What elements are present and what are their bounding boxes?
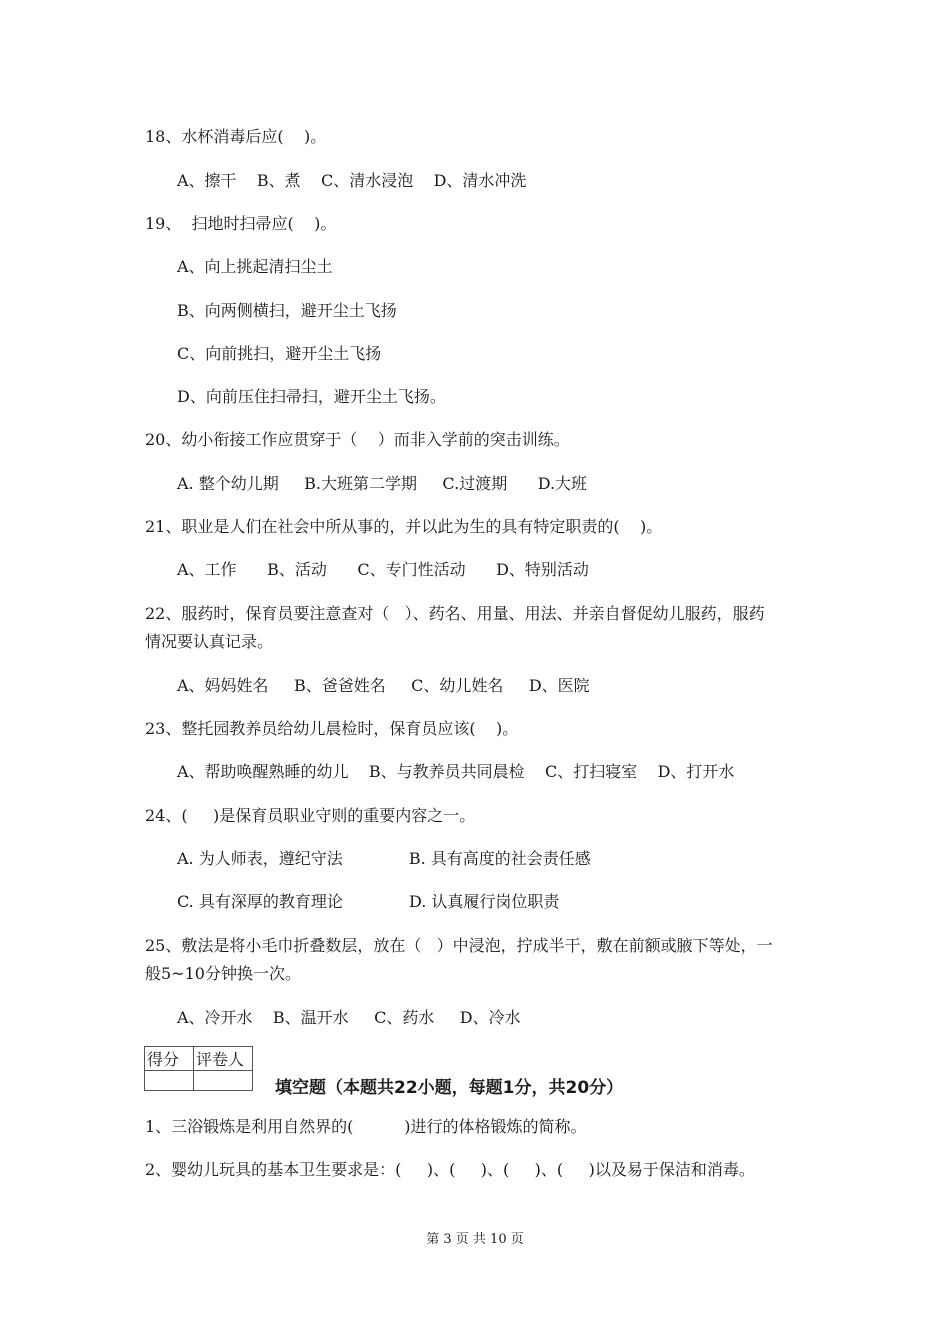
section-title: 填空题（本题共22小题，每题1分，共20分）: [275, 1078, 624, 1098]
question-21-options: A、工作 B、活动 C、专门性活动 D、特别活动: [177, 560, 589, 579]
score-box: [144, 1046, 253, 1091]
question-25-options: A、冷开水 B、温开水 C、药水 D、冷水: [177, 1008, 521, 1027]
question-19-option-b: B、向两侧横扫，避开尘土飞扬: [177, 301, 397, 320]
question-20-options: A. 整个幼儿期 B.大班第二学期 C.过渡期 D.大班: [177, 474, 588, 493]
question-23-options: A、帮助唤醒熟睡的幼儿 B、与教养员共同晨检 C、打扫寝室 D、打开水: [177, 762, 735, 781]
question-24-options-row2: C. 具有深厚的教育理论 D. 认真履行岗位职责: [177, 892, 560, 911]
question-25-stem: 25、敷法是将小毛巾折叠数层，放在（ ）中浸泡，拧成半干，敷在前额或腋下等处，一: [145, 936, 773, 955]
question-24-options-row1: A. 为人师表，遵纪守法 B. 具有高度的社会责任感: [177, 849, 591, 868]
score-cell: [145, 1071, 194, 1091]
grader-label: 评卷人: [194, 1047, 253, 1071]
question-23-stem: 23、整托园教养员给幼儿晨检时，保育员应该( )。: [145, 719, 519, 738]
fill-in-question-1: 1、三浴锻炼是利用自然界的( )进行的体格锻炼的简称。: [145, 1117, 587, 1136]
question-19-option-a: A、向上挑起清扫尘土: [177, 257, 333, 276]
page-footer: 第 3 页 共 10 页: [426, 1232, 524, 1247]
question-21-stem: 21、职业是人们在社会中所从事的，并以此为生的具有特定职责的( )。: [145, 517, 663, 536]
question-22-stem-continued: 情况要认真记录。: [145, 632, 274, 651]
question-19-option-d: D、向前压住扫帚扫，避开尘土飞扬。: [177, 387, 446, 406]
grader-cell: [194, 1071, 253, 1091]
question-25-stem-continued: 般5~10分钟换一次。: [145, 964, 301, 983]
question-19-stem: 19、 扫地时扫帚应( )。: [145, 214, 337, 233]
question-22-stem: 22、服药时，保育员要注意查对（ ）、药名、用量、用法、并亲自督促幼儿服药，服药: [145, 604, 765, 623]
question-22-options: A、妈妈姓名 B、爸爸姓名 C、幼儿姓名 D、医院: [177, 676, 590, 695]
question-20-stem: 20、幼小衔接工作应贯穿于（ ）而非入学前的突击训练。: [145, 430, 570, 449]
question-18-options: A、擦干 B、煮 C、清水浸泡 D、清水冲洗: [177, 171, 527, 190]
question-19-option-c: C、向前挑扫，避开尘土飞扬: [177, 344, 382, 363]
fill-in-question-2: 2、婴幼儿玩具的基本卫生要求是：( )、( )、( )、( )以及易于保洁和消毒。: [145, 1160, 755, 1179]
question-18-stem: 18、水杯消毒后应( )。: [145, 127, 327, 146]
score-label: 得分: [145, 1047, 194, 1071]
question-24-stem: 24、( )是保育员职业守则的重要内容之一。: [145, 806, 476, 825]
